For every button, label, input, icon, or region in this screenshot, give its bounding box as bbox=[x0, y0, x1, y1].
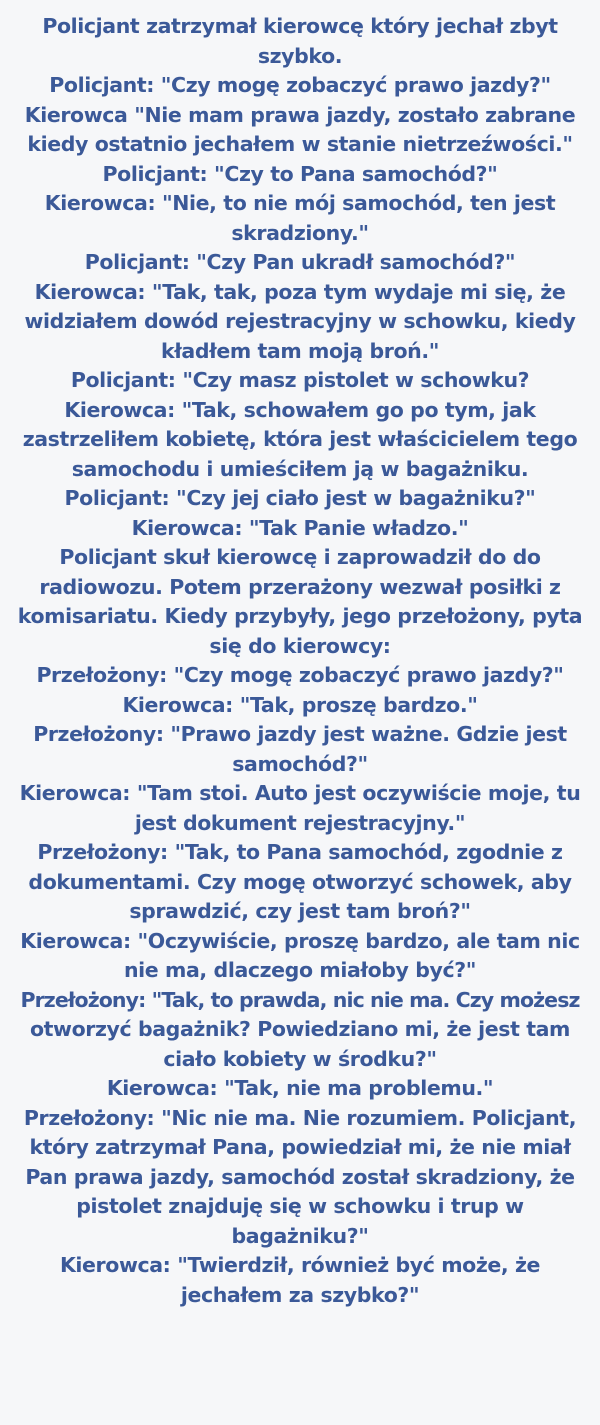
story-line: Policjant: "Czy to Pana samochód?" bbox=[102, 161, 498, 186]
story-line: który zatrzymał Pana, powiedział mi, że nie miał bbox=[29, 1135, 571, 1159]
story-line: Przełożony: "Nic nie ma. Nie rozumiem. Policjant, bbox=[23, 1105, 577, 1130]
story-line: otworzyć bagażnik? Powiedziano mi, że jest tam bbox=[29, 1017, 571, 1041]
story-line: nie ma, dlaczego miałoby być?" bbox=[123, 958, 477, 982]
story-line: radiowozu. Potem przerażony wezwał posiłki z bbox=[39, 574, 561, 599]
story-line: Kierowca: "Tak Panie władzo." bbox=[131, 515, 469, 540]
story-line: Pan prawa jazdy, samochód został skradziony, że bbox=[25, 1164, 575, 1189]
story-line: Kierowca: "Tak, tak, poza tym wydaje mi się, że bbox=[34, 279, 566, 304]
story-line: Kierowca: "Tak, schowałem go po tym, jak bbox=[64, 397, 536, 422]
story-line: Przełożony: "Czy mogę zobaczyć prawo jazdy?" bbox=[36, 663, 564, 687]
story-line: widziałem dowód rejestracyjny w schowku, kiedy bbox=[24, 309, 576, 333]
story-line: pistolet znajduję się w schowku i trup w bbox=[76, 1194, 524, 1218]
story-line: Kierowca: "Tak, proszę bardzo." bbox=[122, 692, 478, 717]
story-line: skradziony." bbox=[231, 220, 369, 245]
story-line: Kierowca "Nie mam prawa jazdy, zostało zabrane bbox=[24, 102, 576, 127]
story-line: Przełożony: "Tak, to prawda, nic nie ma. Czy możesz bbox=[20, 987, 580, 1012]
story-line: Kierowca: "Twierdził, również być może, że bbox=[59, 1253, 541, 1277]
story-line: ciało kobiety w środku?" bbox=[163, 1046, 437, 1071]
story-line: Kierowca: "Nie, to nie mój samochód, ten jest bbox=[44, 191, 556, 215]
story-line: Przełożony: "Prawo jazdy jest ważne. Gdzie jest bbox=[33, 722, 567, 746]
story-line: jest dokument rejestracyjny." bbox=[134, 810, 466, 835]
story-line: Policjant: "Czy jej ciało jest w bagażniku?" bbox=[64, 486, 536, 510]
story-line: Policjant skuł kierowcę i zaprowadził do do bbox=[59, 545, 541, 569]
story-line: Policjant: "Czy masz pistolet w schowku? bbox=[70, 368, 530, 392]
story-line: się do kierowcy: bbox=[209, 633, 391, 658]
story-line: Kierowca: "Tam stoi. Auto jest oczywiście moje, tu bbox=[19, 781, 581, 805]
story-line: dokumentami. Czy mogę otworzyć schowek, aby bbox=[28, 869, 572, 894]
story-line: szybko. bbox=[257, 43, 343, 68]
story-line: komisariatu. Kiedy przybyły, jego przełożony, pyta bbox=[17, 604, 583, 628]
story-line: Policjant: "Czy Pan ukradł samochód?" bbox=[84, 250, 516, 274]
story-line: jechałem za szybko?" bbox=[180, 1282, 420, 1307]
story-line: Policjant zatrzymał kierowcę który jechał zbyt bbox=[42, 14, 558, 38]
story-line: samochód?" bbox=[232, 751, 368, 776]
story-line: kiedy ostatnio jechałem w stanie nietrzeźwości." bbox=[27, 132, 573, 156]
story-line: kładłem tam moją broń." bbox=[160, 338, 440, 363]
story-line: Kierowca: "Tak, nie ma problemu." bbox=[106, 1076, 494, 1100]
story-line: zastrzeliłem kobietę, która jest właścicielem tego bbox=[22, 427, 578, 451]
story-line: Kierowca: "Oczywiście, proszę bardzo, ale tam nic bbox=[20, 928, 580, 953]
story-line: Policjant: "Czy mogę zobaczyć prawo jazdy?" bbox=[49, 73, 551, 97]
story-line: Przełożony: "Tak, to Pana samochód, zgodnie z bbox=[37, 840, 563, 864]
story-line: samochodu i umieściłem ją w bagażniku. bbox=[71, 456, 529, 481]
story-line: sprawdzić, czy jest tam broń?" bbox=[129, 899, 471, 923]
story-line: bagażniku?" bbox=[231, 1223, 369, 1248]
